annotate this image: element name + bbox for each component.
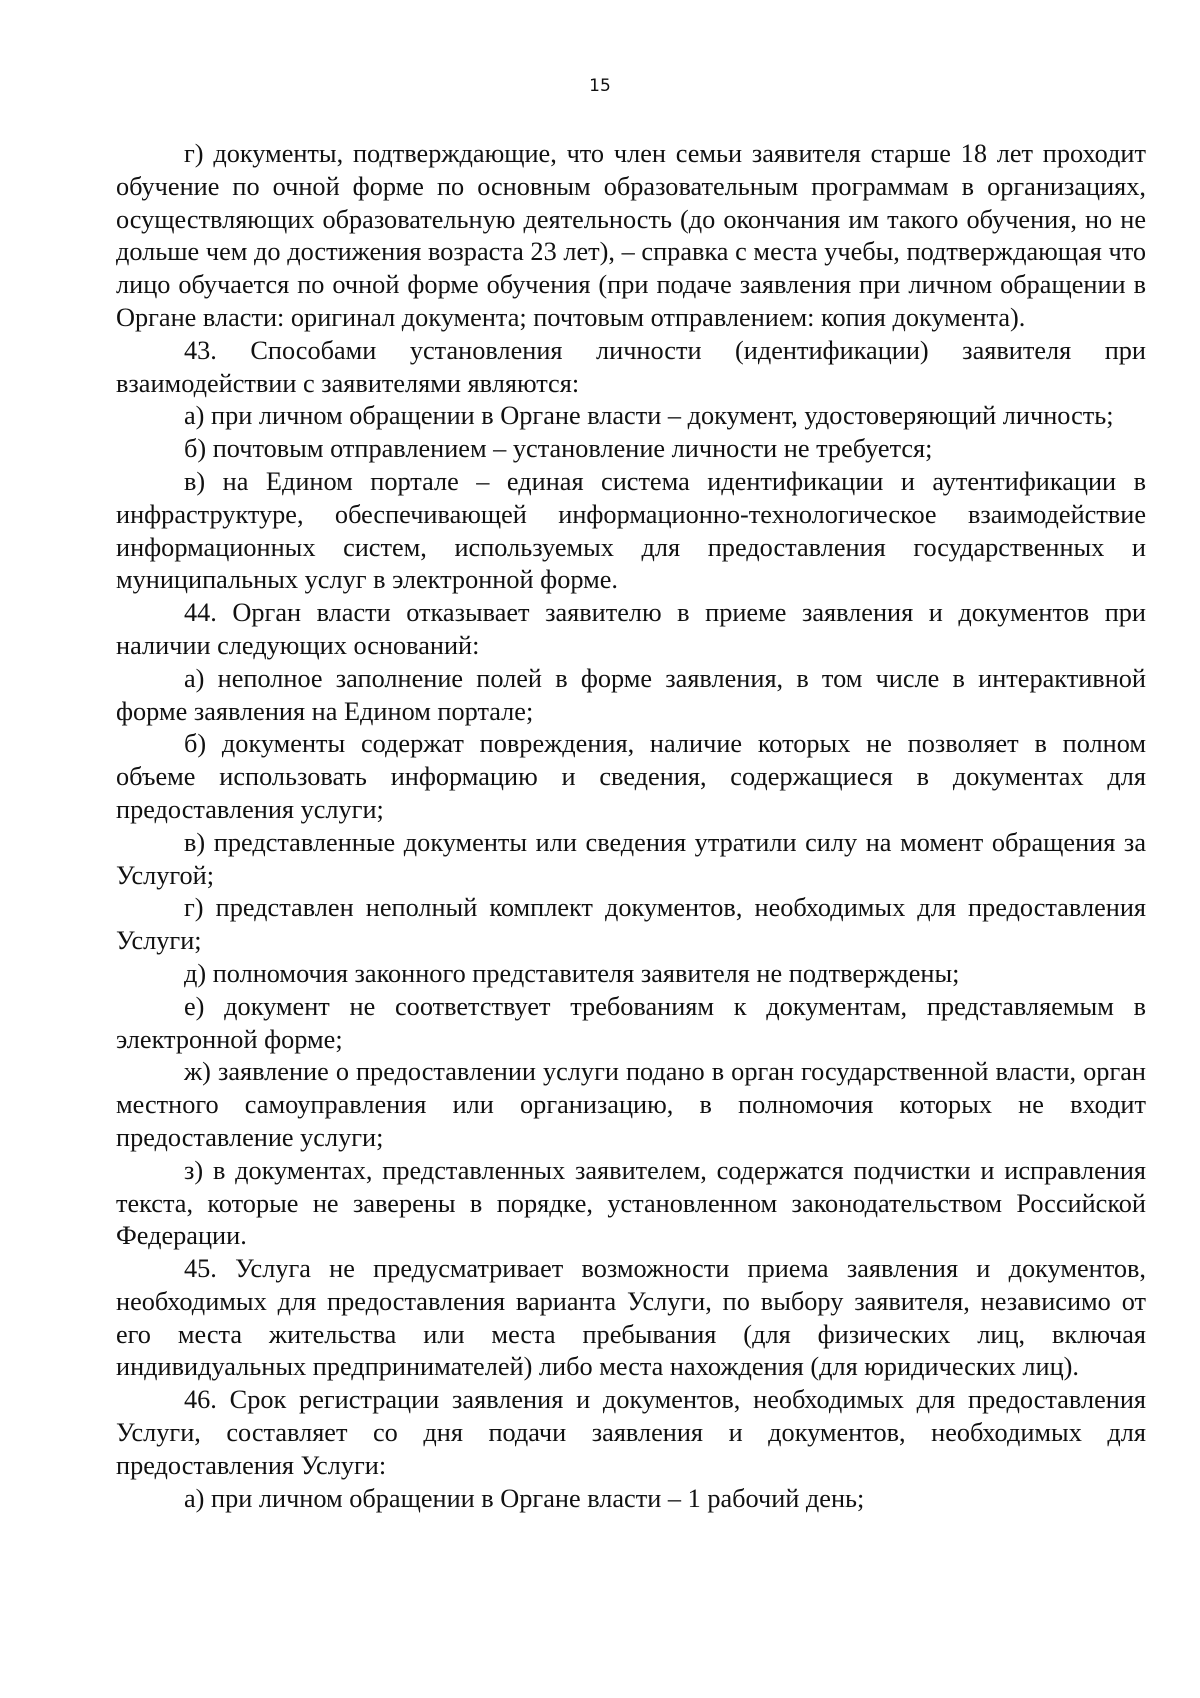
paragraph-43b-postal: б) почтовым отправлением – установление личности не требуется; — [184, 434, 933, 464]
paragraph-45-extraterritorial: 45. Услуга не предусматривает возможности приема заявления и документов, необходимых для предоставления варианта Услуги, по выбору заявителя, независимо от его места жительства или места пребывания (для физических лиц, включая индивидуальных предпринимателей) либо места нахождения (для юридических лиц). — [116, 1254, 1146, 1382]
paragraph-43v-unified-portal: в) на Едином портале – единая система идентификации и аутентификации в инфраструктуре, обеспечивающей информационно-технологическое взаимодействие информационных систем, используемых для предоставления государственных и муниципальных услуг в электронной форме. — [116, 466, 1146, 595]
paragraph-44zh-wrong-authority: ж) заявление о предоставлении услуги подано в орган государственной власти, орган местного самоуправления или организацию, в полномочия которых не входит предоставление услуги; — [116, 1057, 1146, 1152]
page-number: 15 — [589, 76, 611, 96]
paragraph-46-registration-term: 46. Срок регистрации заявления и документов, необходимых для предоставления Услуги, составляет со дня подачи заявления и документов, необходимых для предоставления Услуги: — [116, 1385, 1146, 1480]
paragraph-44g-incomplete-set: г) представлен неполный комплект документов, необходимых для предоставления Услуги; — [116, 893, 1146, 956]
paragraph-g-documents-student: г) документы, подтверждающие, что член семьи заявителя старше 18 лет проходит обучение по очной форме по основным образовательным программам в организациях, осуществляющих образовательную деятельность (до окончания им такого обучения, но не дольше чем до достижения возраста 23 лет), – справка с места учебы, подтверждающая что лицо обучается по очной форме обучения (при подаче заявления при личном обращении в Органе власти: оригинал документа; почтовым отправлением: копия документа). — [116, 139, 1146, 332]
paragraph-44v-expired-documents: в) представленные документы или сведения утратили силу на момент обращения за Услугой; — [116, 827, 1146, 890]
paragraph-44b-damaged-documents: б) документы содержат повреждения, наличие которых не позволяет в полном объеме использовать информацию и сведения, содержащиеся в документах для предоставления услуги; — [116, 729, 1146, 824]
document-body — [116, 138, 1146, 1515]
paragraph-46a-personal-visit-term: а) при личном обращении в Органе власти – 1 рабочий день; — [184, 1483, 865, 1513]
paragraph-44d-representative: д) полномочия законного представителя заявителя не подтверждены; — [184, 958, 960, 988]
paragraph-44-refusal-grounds: 44. Орган власти отказывает заявителю в приеме заявления и документов при наличии следующих оснований: — [116, 598, 1146, 660]
paragraph-44e-electronic-form: е) документ не соответствует требованиям к документам, представляемым в электронной форме; — [116, 991, 1146, 1054]
paragraph-43-identification-methods: 43. Способами установления личности (идентификации) заявителя при взаимодействии с заявителями являются: — [116, 335, 1146, 398]
paragraph-44z-corrections: з) в документах, представленных заявителем, содержатся подчистки и исправления текста, которые не заверены в порядке, установленном законодательством Российской Федерации. — [116, 1155, 1146, 1251]
paragraph-43a-personal-visit: а) при личном обращении в Органе власти – документ, удостоверяющий личность; — [184, 401, 1114, 431]
paragraph-44a-incomplete-form: а) неполное заполнение полей в форме заявления, в том числе в интерактивной форме заявления на Едином портале; — [116, 663, 1146, 726]
